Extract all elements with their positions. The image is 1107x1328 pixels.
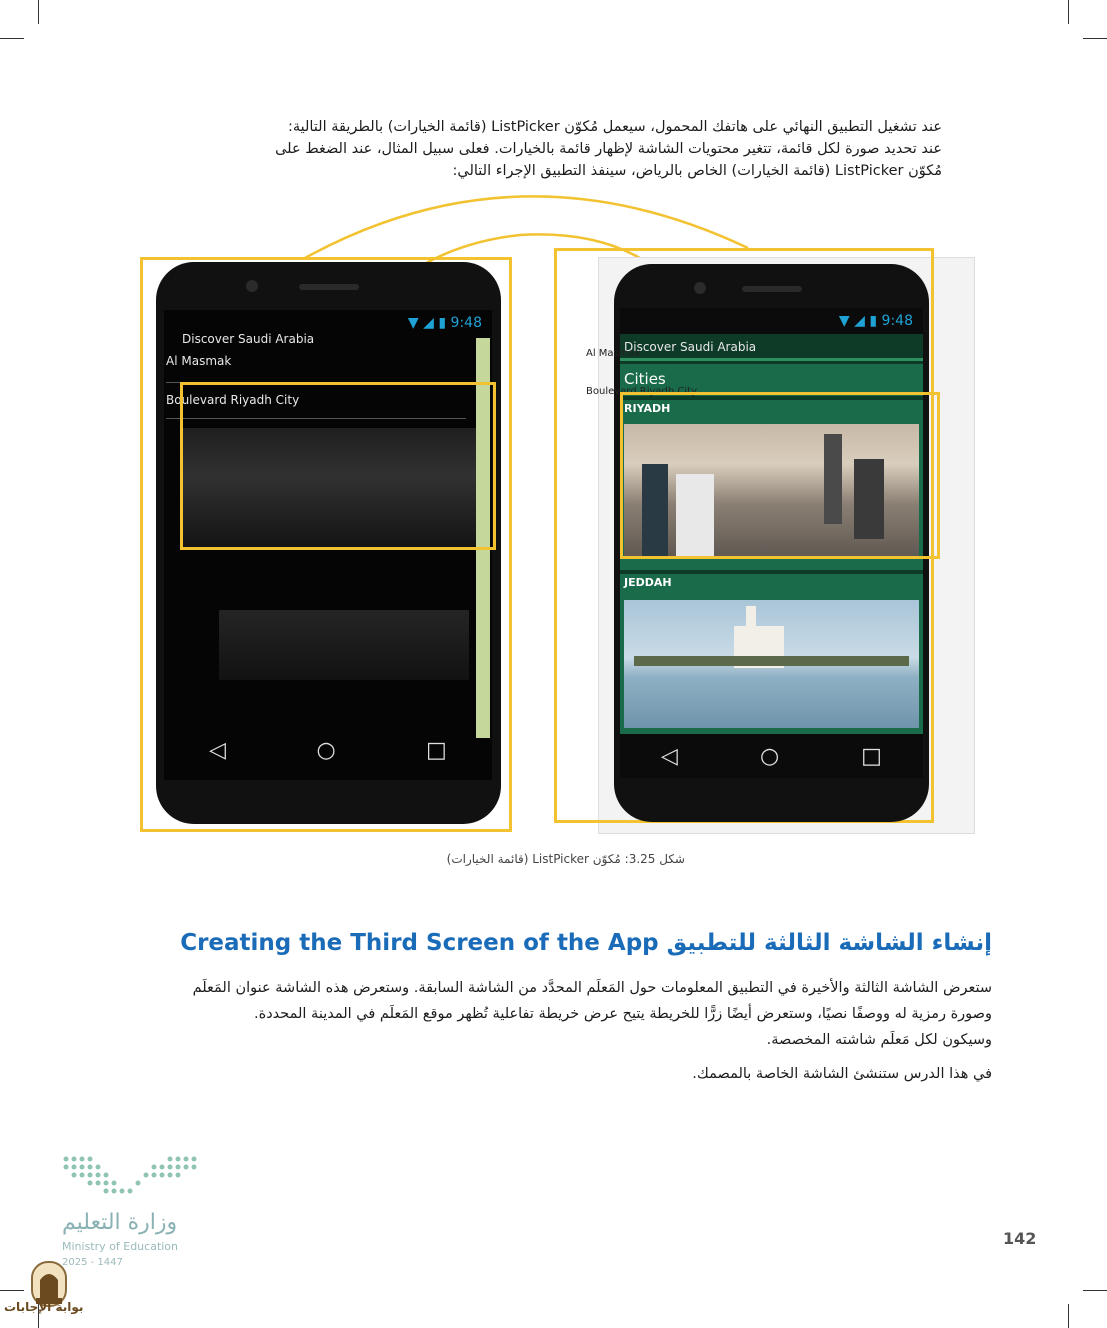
jeddah-label: JEDDAH — [624, 576, 672, 589]
heading-english: Creating the Third Screen of the App — [180, 930, 659, 956]
intro-line-2: عند تحديد صورة لكل قائمة، تتغير محتويات الشاشة لإظهار قائمة بالخيارات. فعلى سبيل المثال، عند الضغط على — [275, 141, 942, 157]
status-bar — [620, 308, 923, 334]
status-time: 9:48 — [450, 315, 482, 331]
nav-bar — [164, 720, 492, 780]
signal-icon: ◢ — [854, 313, 865, 329]
signal-icon: ◢ — [423, 315, 434, 331]
app-title: Discover Saudi Arabia — [624, 340, 757, 354]
camera — [694, 282, 706, 294]
body-paragraph — [112, 975, 992, 1087]
recents-icon[interactable]: □ — [426, 737, 447, 763]
figure-caption: شكل 3.25: مُكوّن ListPicker (قائمة الخيارات) — [446, 852, 685, 866]
palm-trees — [634, 656, 909, 666]
body-line-1: ستعرض الشاشة الثالثة والأخيرة في التطبيق المعلومات حول المَعلَم المحدَّد من الشاشة السابقة. وستعرض هذه الشاشة عنوان المَعلَم — [192, 980, 992, 996]
crop-mark — [1068, 1304, 1069, 1328]
ministry-name-english: Ministry of Education — [62, 1240, 179, 1253]
battery-icon: ▮ — [438, 315, 447, 331]
back-icon[interactable]: ◁ — [209, 737, 227, 763]
body-line-4: في هذا الدرس ستنشئ الشاشة الخاصة بالمصمك. — [692, 1066, 992, 1082]
ministry-year: 2025 - 1447 — [62, 1257, 123, 1268]
jeddah-image-faded — [219, 610, 469, 680]
right-highlight-frame — [620, 392, 940, 559]
list-item-al-masmak[interactable]: Al Masmak — [166, 354, 232, 368]
recents-icon[interactable]: □ — [861, 743, 882, 769]
body-line-2: وصورة رمزية له ووصفًا نصيًا، وستعرض أيضًا زرًّا للخريطة يتيح عرض خريطة تفاعلية تُظهر موقع المَعلَم في المدينة المحددة. — [253, 1006, 992, 1022]
minaret — [746, 606, 756, 630]
wifi-icon: ▼ — [838, 313, 850, 329]
heading-arabic: إنشاء الشاشة الثالثة للتطبيق — [666, 930, 992, 956]
status-time: 9:48 — [881, 313, 913, 329]
speaker — [299, 284, 359, 290]
body-line-3: وسيكون لكل مَعلَم شاشته المخصصة. — [766, 1032, 992, 1048]
home-icon[interactable]: ○ — [316, 737, 336, 763]
back-icon[interactable]: ◁ — [661, 743, 678, 769]
home-icon[interactable]: ○ — [759, 743, 780, 769]
intro-line-3: مُكوّن ListPicker (قائمة الخيارات) الخاص بالرياض، سينفذ التطبيق الإجراء التالي: — [452, 163, 942, 179]
wifi-icon: ▼ — [407, 315, 419, 331]
section-heading — [180, 930, 992, 956]
app-title: Discover Saudi Arabia — [182, 332, 315, 346]
jeddah-image — [624, 600, 919, 728]
nav-bar — [620, 734, 923, 778]
watermark-text: بوابة الإجابات — [4, 1300, 84, 1314]
left-highlight-frame — [180, 382, 496, 550]
intro-line-1: عند تشغيل التطبيق النهائي على هاتفك المحمول، سيعمل مُكوّن ListPicker (قائمة الخيارات) بالطريقة التالية: — [287, 119, 942, 135]
ministry-name-arabic: وزارة التعليم — [62, 1210, 178, 1235]
ministry-logo-dots — [62, 1155, 198, 1199]
riyadh-label: RIYADH — [624, 402, 671, 415]
camera — [246, 280, 258, 292]
title-divider — [620, 358, 923, 361]
speaker — [742, 286, 802, 292]
jeddah-item[interactable] — [620, 574, 923, 734]
battery-icon: ▮ — [869, 313, 878, 329]
overlay-al-masmak: Al Masmak — [586, 348, 641, 359]
cities-button-label: Cities — [624, 370, 666, 388]
list-item-boulevard[interactable]: Boulevard Riyadh City — [166, 393, 300, 407]
page-number: 142 — [1003, 1229, 1037, 1248]
overlay-boulevard: Boulevard Riyadh City — [586, 386, 697, 397]
crop-mark — [1083, 1290, 1107, 1291]
